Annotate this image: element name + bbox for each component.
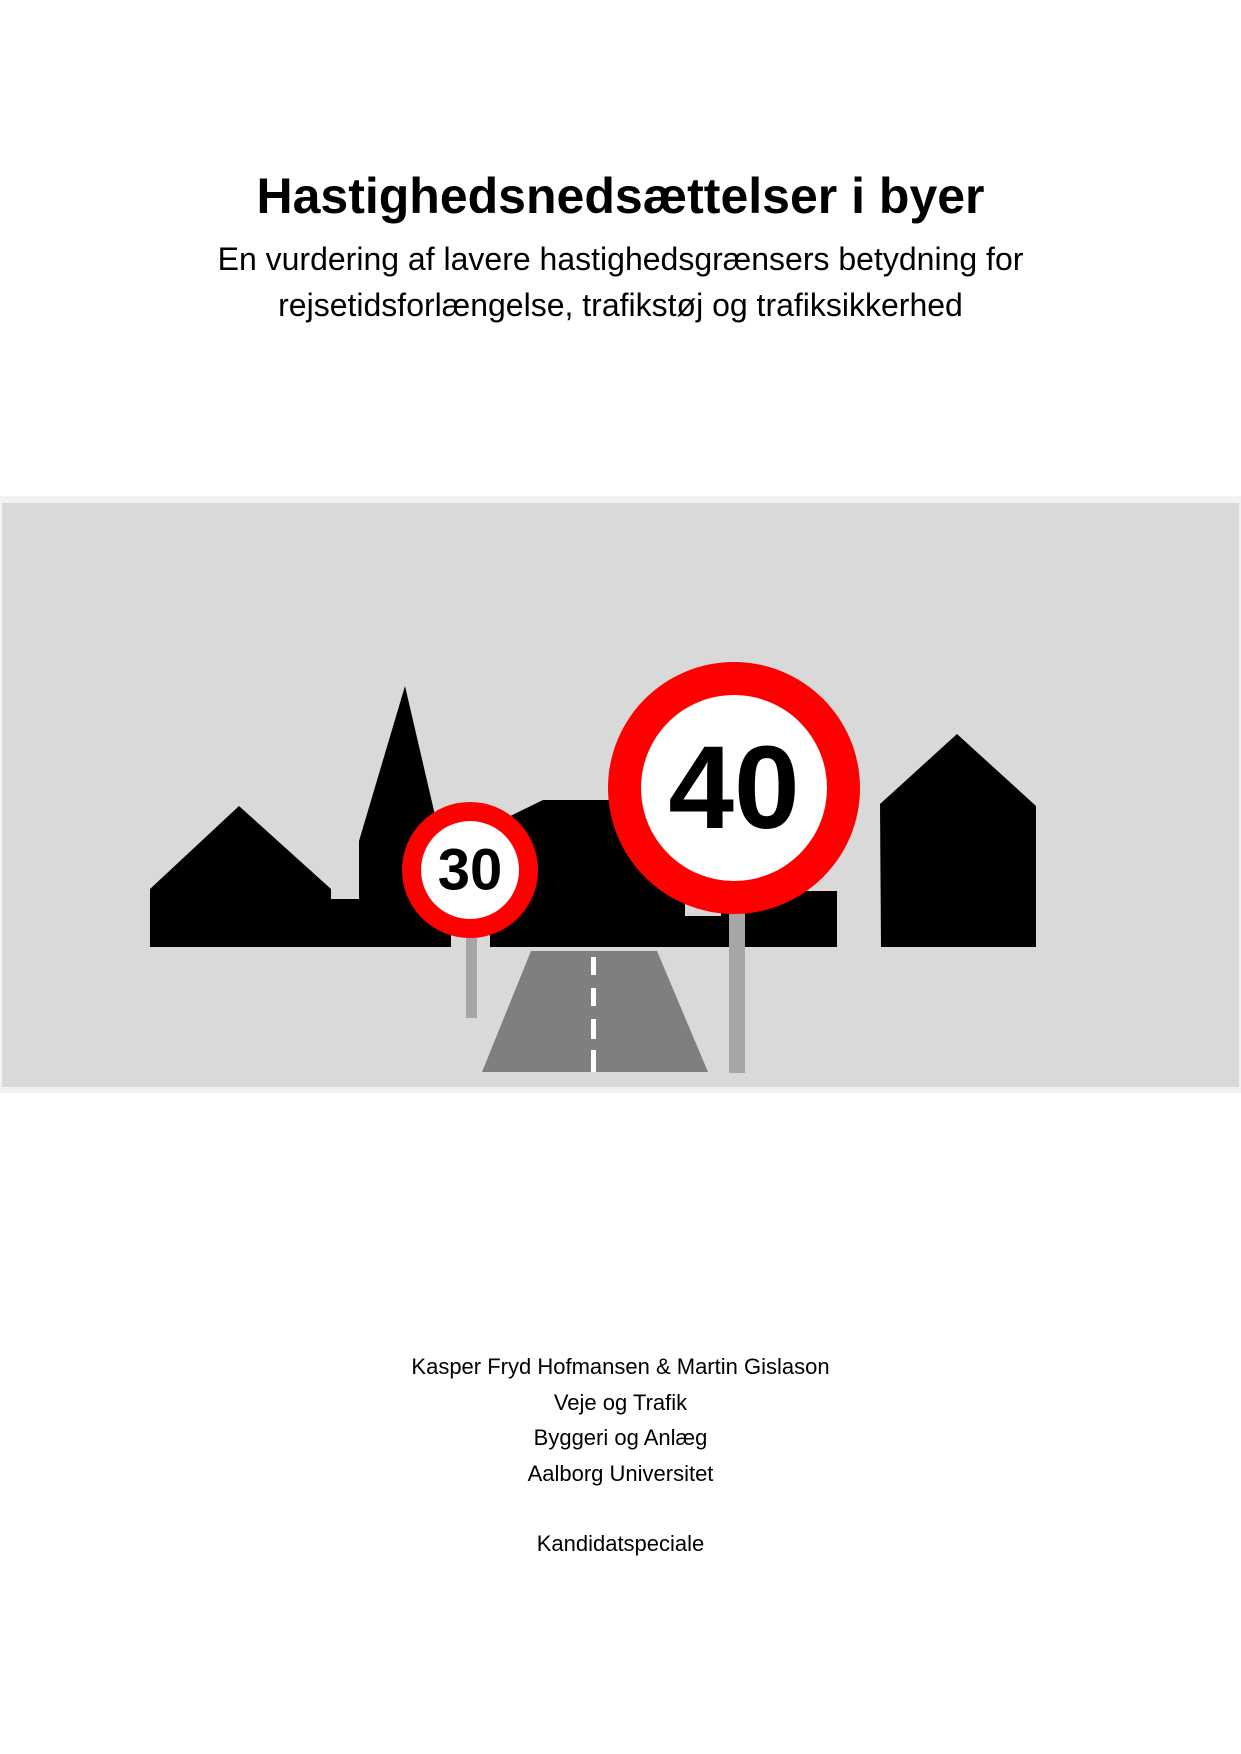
speed-sign-40-label: 40 <box>668 722 800 854</box>
sign-pole-large <box>729 906 745 1073</box>
program: Veje og Trafik <box>553 1389 688 1415</box>
authors: Kasper Fryd Hofmansen & Martin Gislason <box>411 1354 830 1379</box>
road-marking <box>591 1019 596 1039</box>
speed-sign-30 <box>402 802 538 938</box>
page-title: Hastighedsnedsættelser i byer <box>256 168 985 224</box>
sign-pole-small <box>466 934 477 1018</box>
speed-sign-40 <box>608 662 860 914</box>
degree-type: Kandidatspeciale <box>536 1531 705 1556</box>
subtitle-line-1: En vurdering af lavere hastighedsgrænsers betydning for <box>217 241 1024 277</box>
page-subtitle <box>0 236 1241 328</box>
cover-meta <box>0 1349 1241 1562</box>
road-marking <box>591 988 596 1006</box>
road-marking <box>591 957 596 975</box>
university: Aalborg Universitet <box>527 1460 714 1486</box>
cover-illustration <box>0 496 1241 1093</box>
subtitle-line-2: rejsetidsforlængelse, trafikstøj og trafiksikkerhed <box>278 287 963 323</box>
road-marking <box>591 1050 596 1072</box>
department: Byggeri og Anlæg <box>533 1425 708 1450</box>
speed-sign-30-label: 30 <box>437 837 503 903</box>
